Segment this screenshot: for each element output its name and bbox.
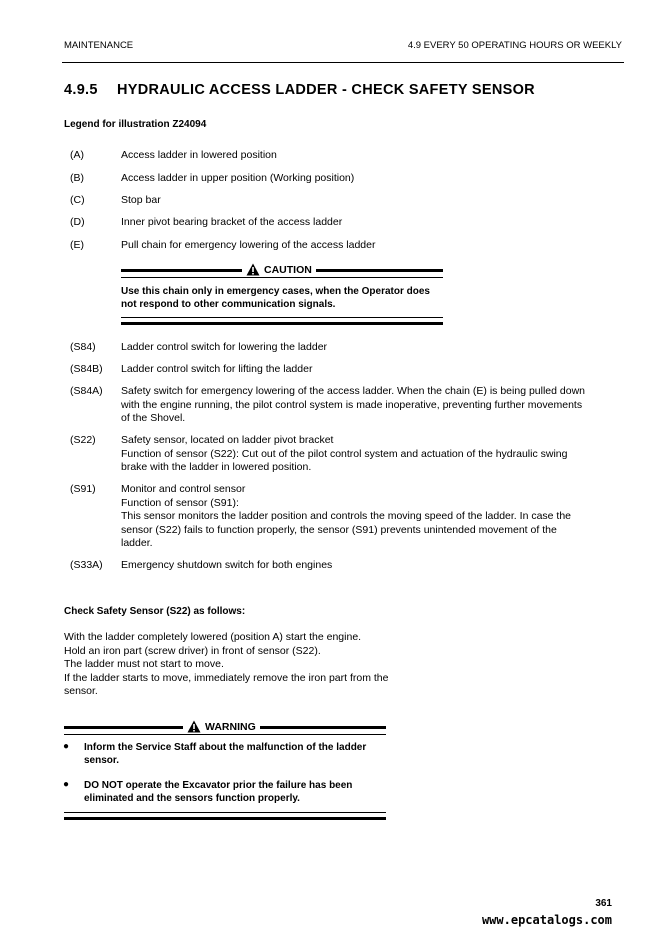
legend-text: Access ladder in lowered position: [121, 149, 277, 161]
component-code: (S84B): [70, 363, 103, 375]
component-code: (S22): [70, 434, 96, 446]
running-header-left: MAINTENANCE: [64, 40, 134, 51]
legend-title: Legend for illustration Z24094: [64, 119, 207, 130]
warning-triangle-icon: [187, 720, 201, 733]
warning-thin-rule: [64, 734, 386, 735]
caution-bottom-thick-rule: [121, 322, 443, 325]
bullet-icon: ●: [63, 779, 70, 790]
component-code: (S91): [70, 483, 96, 495]
caution-thin-rule: [121, 277, 443, 278]
header-rule: [62, 62, 624, 63]
legend-code: (A): [70, 149, 84, 161]
section-number: 4.9.5: [64, 82, 98, 98]
legend-text: Pull chain for emergency lowering of the access ladder: [121, 239, 376, 251]
check-heading: Check Safety Sensor (S22) as follows:: [64, 606, 246, 617]
warning-bottom-thick-rule: [64, 817, 386, 820]
check-line: Hold an iron part (screw driver) in front of sensor (S22).: [64, 644, 321, 657]
legend-code: (B): [70, 172, 84, 184]
warning-bullet: Inform the Service Staff about the malfunction of the ladder sensor.: [84, 742, 367, 766]
component-text: Ladder control switch for lifting the ladder: [121, 363, 313, 375]
warning-bullet: DO NOT operate the Excavator prior the failure has been eliminated and the sensors function properly.: [84, 780, 353, 804]
warning-triangle-icon: [246, 263, 260, 276]
component-text: Ladder control switch for lowering the ladder: [121, 341, 328, 353]
component-code: (S84A): [70, 385, 103, 397]
component-line: Function of sensor (S22): Cut out of the pilot control system and actuation of the hydraulic swing brake with the ladder in lowered position.: [121, 447, 568, 473]
check-line: The ladder must not start to move.: [64, 658, 224, 670]
component-text: [121, 483, 591, 551]
legend-text: Inner pivot bearing bracket of the access ladder: [121, 216, 343, 228]
legend-text: Stop bar: [121, 194, 161, 206]
component-line: Function of sensor (S91):: [121, 496, 239, 509]
bullet-icon: ●: [63, 741, 70, 752]
running-header-right: 4.9 EVERY 50 OPERATING HOURS OR WEEKLY: [407, 40, 622, 51]
warning-bottom-thin-rule: [64, 812, 386, 813]
component-line: Monitor and control sensor: [121, 483, 246, 495]
component-line: This sensor monitors the ladder position and controls the moving speed of the ladder. In case the sensor (S22) fails to function properly, the sensor (S91) prevents unintended movement of the ladder.: [121, 510, 572, 549]
component-code: (S84): [70, 341, 96, 353]
caution-label: [242, 263, 316, 276]
component-text: [121, 434, 591, 475]
component-code: (S33A): [70, 559, 103, 571]
check-line: With the ladder completely lowered (position A) start the engine.: [64, 631, 362, 643]
component-text: Safety switch for emergency lowering of the access ladder. When the chain (E) is being pulled down with the engine running, the pilot control system is made inoperative, preventing further movements of the Shovel.: [121, 385, 585, 424]
legend-code: (E): [70, 239, 84, 251]
component-text: Emergency shutdown switch for both engines: [121, 559, 333, 571]
warning-label-text: WARNING: [205, 720, 256, 733]
section-title-text: HYDRAULIC ACCESS LADDER - CHECK SAFETY SENSOR: [117, 82, 535, 98]
check-procedure: [64, 631, 394, 699]
component-line: Safety sensor, located on ladder pivot bracket: [121, 434, 334, 446]
legend-code: (D): [70, 216, 85, 228]
watermark-url: www.epcatalogs.com: [481, 913, 612, 927]
warning-label: [183, 720, 260, 733]
page-number: 361: [595, 898, 612, 909]
legend-text: Access ladder in upper position (Working position): [121, 172, 355, 184]
caution-bottom-thin-rule: [121, 317, 443, 318]
legend-code: (C): [70, 194, 85, 206]
caution-label-text: CAUTION: [264, 263, 312, 276]
caution-text: Use this chain only in emergency cases, when the Operator does not respond to other communication signals.: [121, 286, 430, 310]
check-line: If the ladder starts to move, immediately remove the iron part from the sensor.: [64, 671, 389, 697]
section-title: [64, 82, 535, 98]
